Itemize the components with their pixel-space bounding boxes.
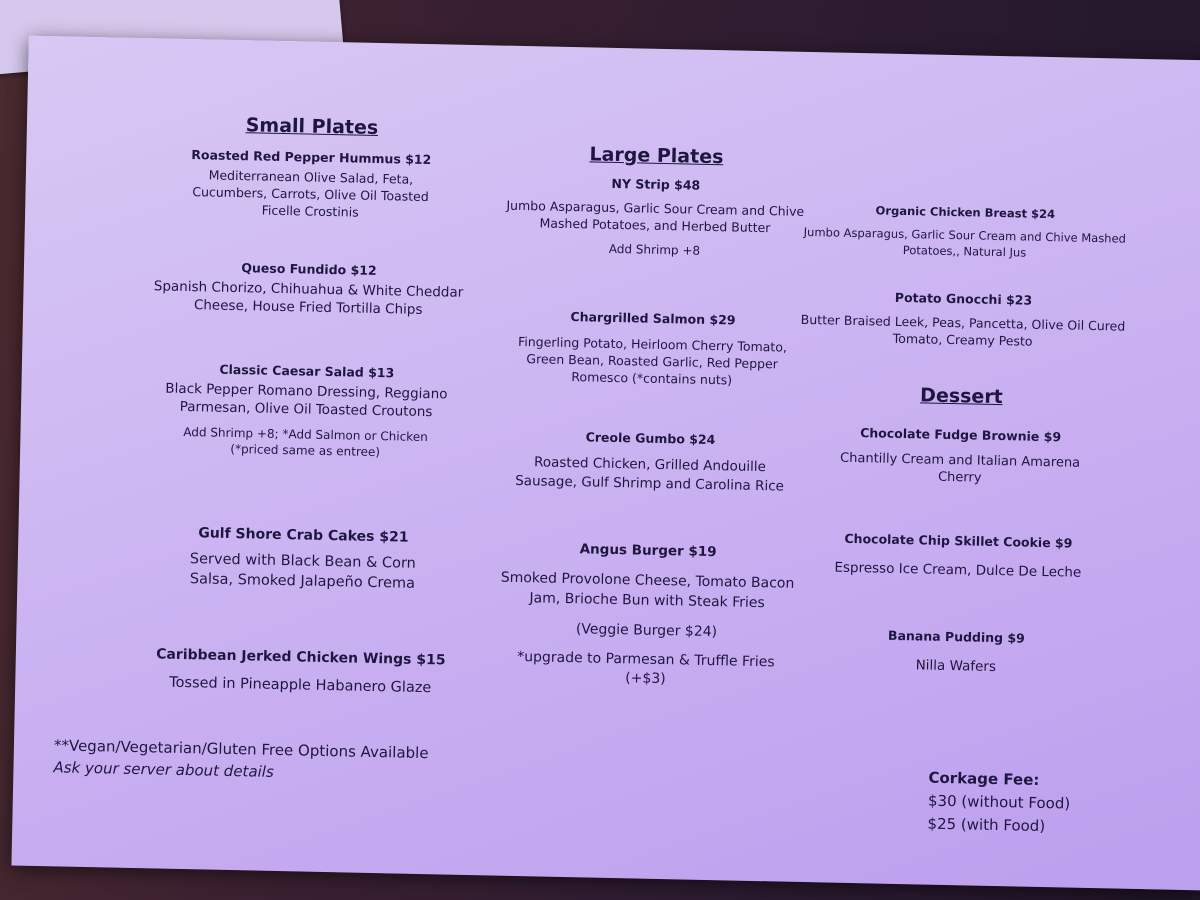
item-note: *upgrade to Parmesan & Truffle Fries (+$3) [517, 648, 775, 688]
item-name: Chocolate Fudge Brownie $9 [860, 425, 1062, 445]
item-description: Roasted Chicken, Grilled Andouille Sausage, Gulf Shrimp and Carolina Rice [515, 454, 785, 495]
item-name: Organic Chicken Breast $24 [875, 203, 1056, 222]
item-name: Gulf Shore Crab Cakes $21 [198, 525, 409, 546]
corkage-without-food: $30 (without Food) [927, 791, 1071, 813]
item-description: Tossed in Pineapple Habanero Glaze [169, 674, 432, 697]
large-plates-title: Large Plates [589, 143, 724, 169]
menu-item [90, 359, 522, 463]
item-description: Jumbo Asparagus, Garlic Sour Cream and Chive Mashed Potatoes,, Natural Jus [803, 224, 1127, 260]
item-description: Spanish Chorizo, Chihuahua & White Cheddar Cheese, House Fried Tortilla Chips [153, 278, 464, 318]
corkage-title: Corkage Fee: [928, 768, 1040, 789]
item-description: Black Pepper Romano Dressing, Reggiano Parmesan, Olive Oil Toasted Croutons [165, 380, 448, 421]
item-name: Classic Caesar Salad $13 [219, 361, 395, 381]
item-name: Creole Gumbo $24 [585, 429, 716, 448]
dessert-title: Dessert [919, 384, 1004, 409]
item-note: Add Shrimp +8; *Add Salmon or Chicken (*priced same as entree) [183, 424, 428, 460]
item-name: Banana Pudding $9 [887, 627, 1025, 646]
corkage-with-food: $25 (with Food) [927, 814, 1046, 836]
item-name: Roasted Red Pepper Hummus $12 [191, 147, 432, 168]
item-name: Potato Gnocchi $23 [894, 289, 1033, 308]
item-description: Jumbo Asparagus, Garlic Sour Cream and Chive Mashed Potatoes, and Herbed Butter [506, 197, 805, 236]
item-description: Smoked Provolone Cheese, Tomato Bacon Jam, Brioche Bun with Steak Fries [500, 569, 795, 612]
menu-item [773, 529, 1144, 583]
menu-item [93, 257, 524, 321]
dietary-options-text: **Vegan/Vegetarian/Gluten Free Options Available [53, 736, 429, 763]
corkage-fee [927, 767, 1071, 839]
menu-sheet [11, 36, 1200, 891]
menu-item [87, 523, 518, 596]
item-name: Angus Burger $19 [579, 541, 717, 561]
dietary-footnote [53, 734, 428, 786]
item-description: Espresso Ice Cream, Dulce De Leche [834, 559, 1082, 581]
menu-item [779, 201, 1150, 263]
item-description: Nilla Wafers [915, 657, 997, 676]
item-name: Chargrilled Salmon $29 [570, 309, 736, 328]
item-description: Chantilly Cream and Italian Amarena Cherry [839, 450, 1081, 486]
menu-item [95, 145, 526, 224]
item-description: Fingerling Potato, Heirloom Cherry Tomato, Green Bean, Roasted Garlic, Red Pepper Romesco (*contains nuts) [517, 333, 788, 388]
item-description: Butter Braised Leek, Peas, Pancetta, Olive Oil Cured Tomato, Creamy Pesto [800, 311, 1126, 349]
menu-item [85, 645, 516, 700]
item-note: (Veggie Burger $24) [575, 621, 718, 641]
small-plates-title: Small Plates [245, 114, 379, 139]
ask-server-text: Ask your server about details [53, 758, 274, 781]
item-name: NY Strip $48 [611, 175, 701, 193]
menu-item [778, 287, 1149, 352]
menu-item [775, 423, 1146, 490]
menu-item [771, 625, 1142, 679]
item-description: Mediterranean Olive Salad, Feta, Cucumbers, Carrots, Olive Oil Toasted Ficelle Crostinis [192, 167, 429, 220]
item-description: Served with Black Bean & Corn Salsa, Smoked Jalapeño Crema [189, 551, 416, 592]
item-name: Chocolate Chip Skillet Cookie $9 [844, 530, 1073, 551]
item-note: Add Shrimp +8 [608, 241, 701, 258]
item-name: Queso Fundido $12 [241, 260, 377, 278]
item-name: Caribbean Jerked Chicken Wings $15 [155, 646, 446, 669]
